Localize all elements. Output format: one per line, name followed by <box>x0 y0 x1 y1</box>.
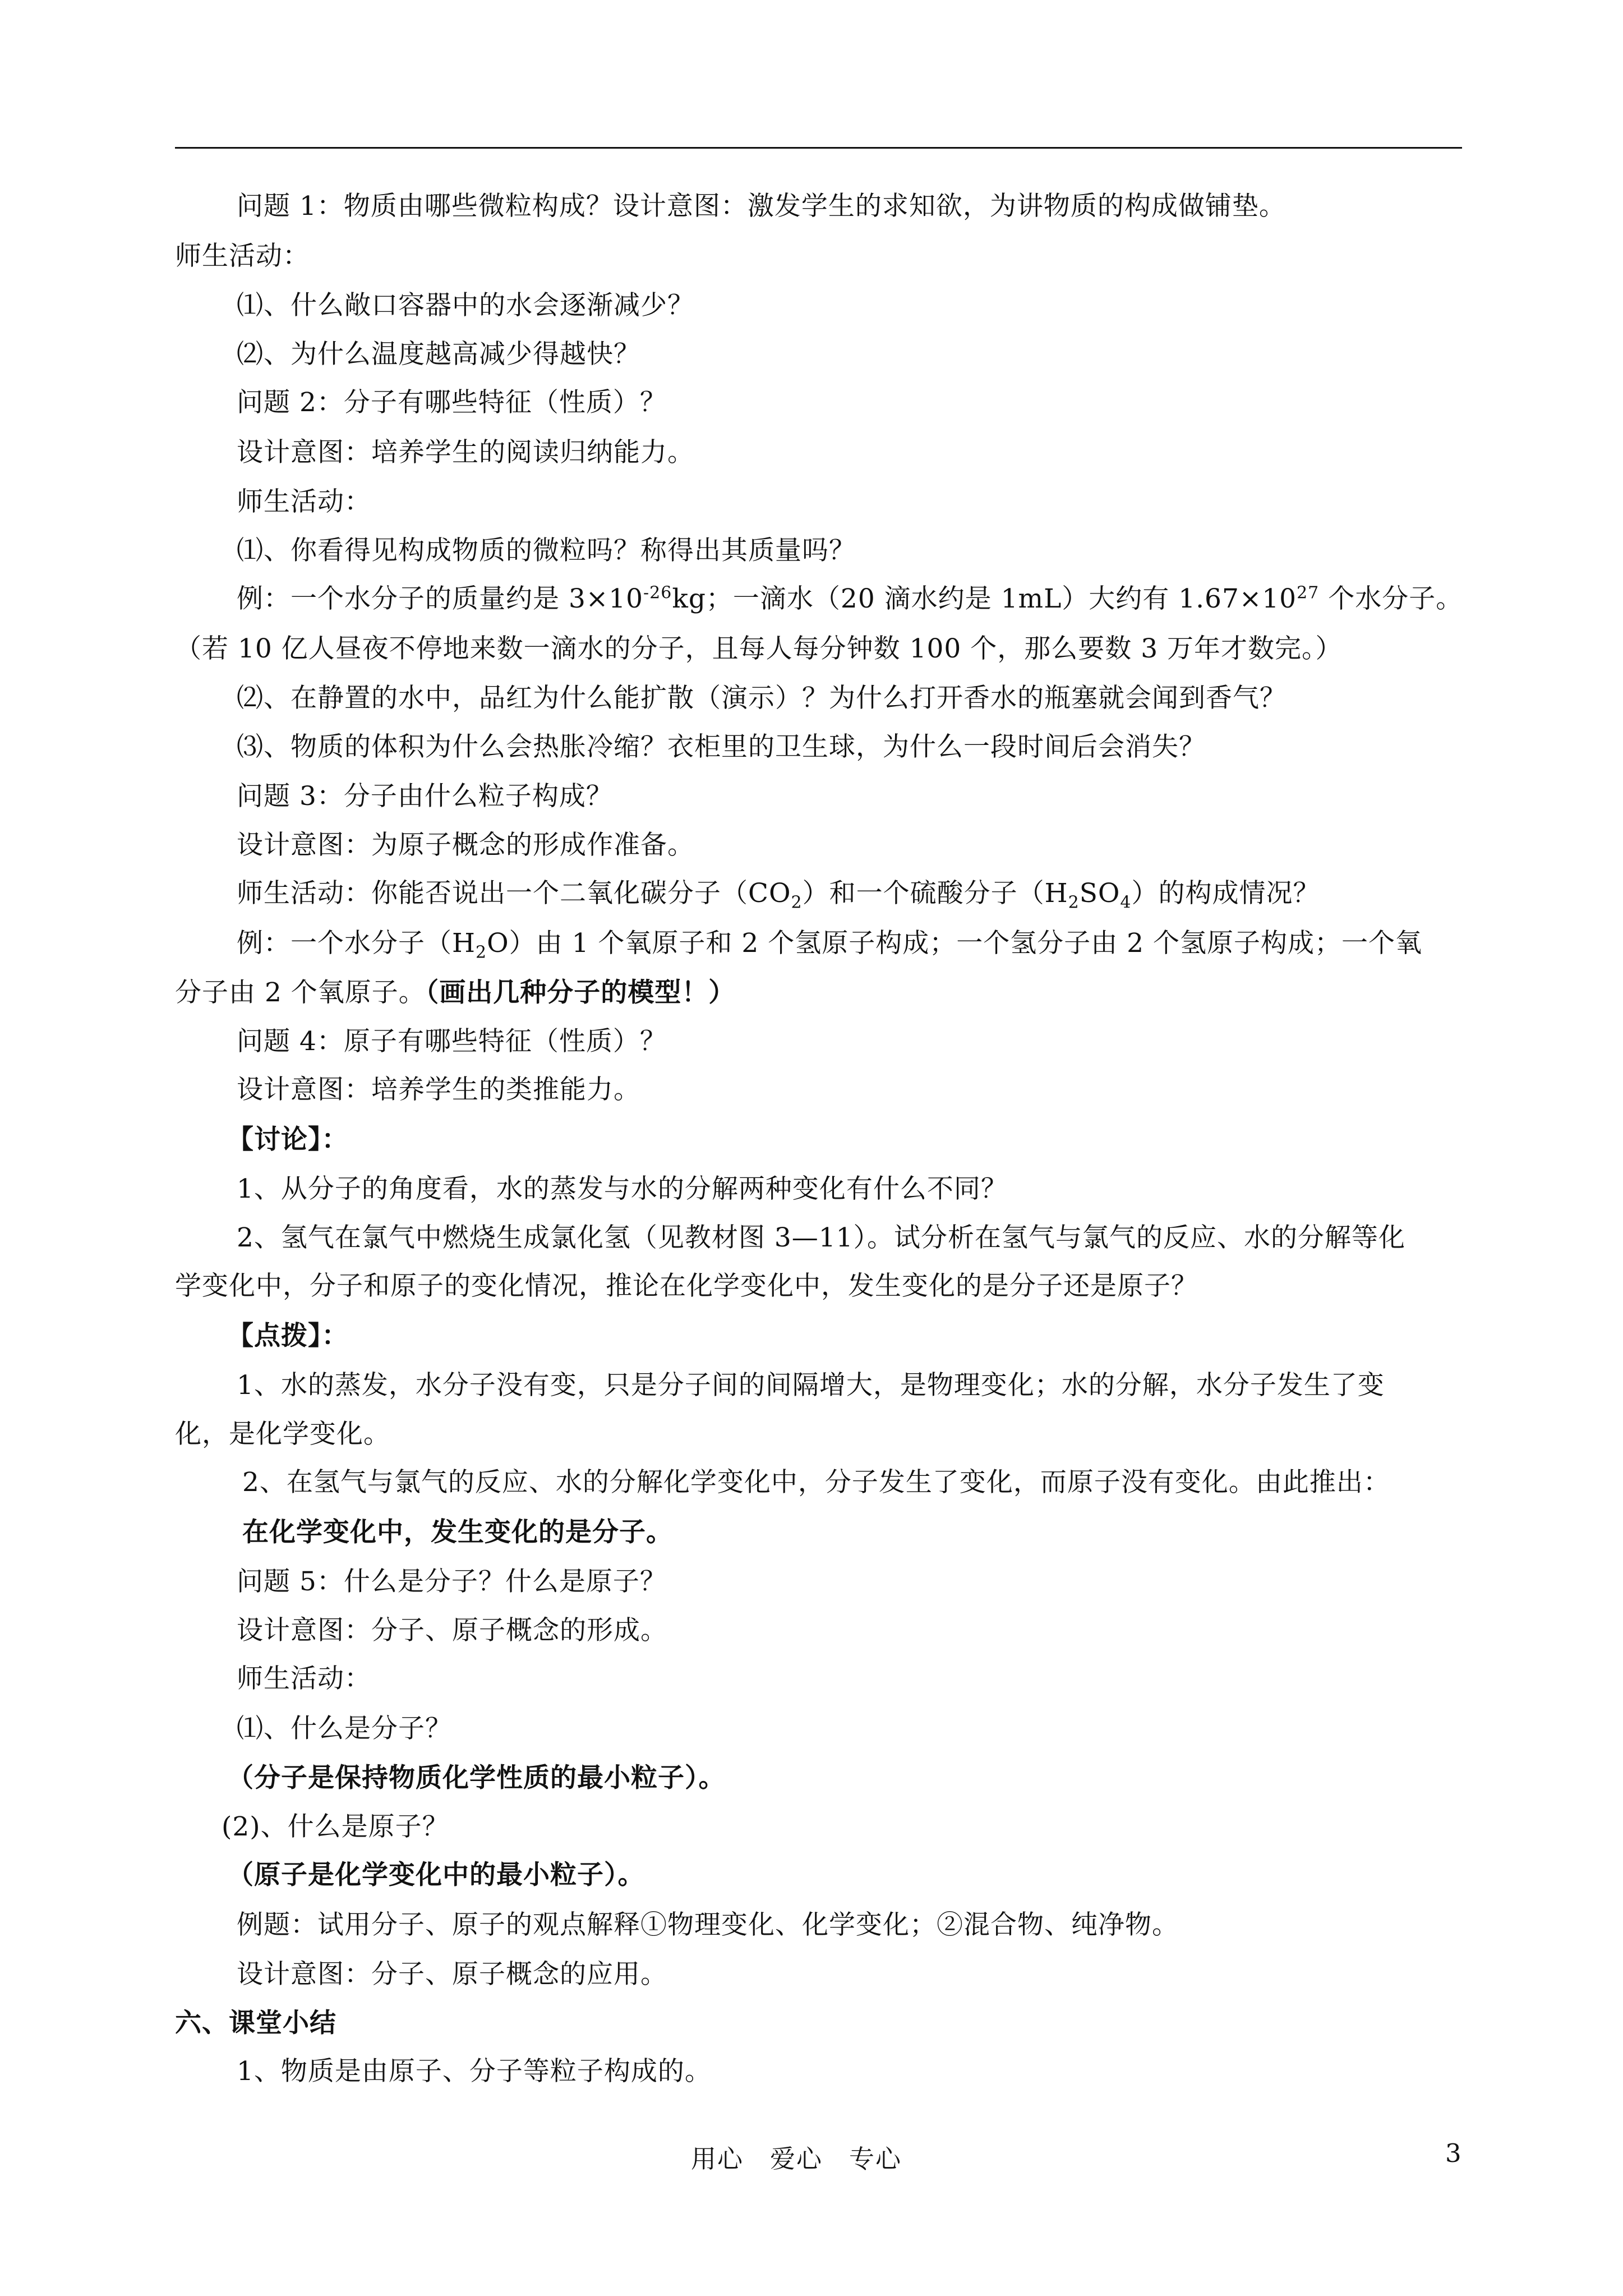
example-molecule-composition: 例：一个水分子$(H_2O)$由 1 个氧原子和 2 个氢原子构成；一个氢分子由 2 个氢原子构成；一个氧 <box>237 928 1422 963</box>
question-3: 问题 3：分子由什么粒子构成？ <box>237 781 613 812</box>
item-expansion: ⑶、物质的体积为什么会热胀冷缩？衣柜里的卫生球，为什么一段时间后会消失？ <box>237 731 1206 762</box>
question-4: 问题 4：原子有哪些特征（性质）？ <box>237 1026 667 1057</box>
page-number: 3 <box>1445 2138 1461 2168</box>
molecule-definition: （分子是保持物质化学性质的最小粒子）。 <box>227 1763 726 1793</box>
example-question: 例题：试用分子、原子的观点解释①物理变化、化学变化；②混合物、纯净物。 <box>237 1910 1179 1940</box>
item-diffusion: ⑵、在静置的水中，品红为什么能扩散（演示）？为什么打开香水的瓶塞就会闻到香气？ <box>237 683 1287 714</box>
activity-3: 师生活动：你能否说出一个二氧化碳分子$(CO_2)$和一个硫酸分子$(H_2SO_4)$的构成情况？ <box>237 878 1320 913</box>
design-intent-4: 设计意图：培养学生的类推能力。 <box>237 1074 640 1105</box>
atom-definition: （原子是化学变化中的最小粒子）。 <box>227 1860 645 1890</box>
hint-1-cont: 化，是化学变化。 <box>175 1419 390 1450</box>
item-2: ⑵、为什么温度越高减少得越快？ <box>237 339 640 370</box>
discussion-heading: 【讨论】： <box>227 1124 349 1155</box>
discussion-1: 1、从分子的角度看，水的蒸发与水的分解两种变化有什么不同？ <box>237 1174 1008 1204</box>
example-oxygen-molecule: 分子由 2 个氧原子。（画出几种分子的模型！） <box>175 977 736 1008</box>
discussion-2: 2、氢气在氯气中燃烧生成氯化氢（见教材图 3—11）。试分析在氢气与氯气的反应、水的分解等化 <box>237 1222 1406 1253</box>
summary-1: 1、物质是由原子、分子等粒子构成的。 <box>237 2056 712 2087</box>
hint-heading: 【点拨】： <box>227 1320 349 1351</box>
footer-motto: 用心 爱心 专心 <box>691 2144 902 2174</box>
design-intent-2: 设计意图：培养学生的阅读归纳能力。 <box>237 437 694 468</box>
design-intent-6: 设计意图：分子、原子概念的应用。 <box>237 1959 667 1990</box>
hint-2-conclusion: 在化学变化中，发生变化的是分子。 <box>242 1517 673 1548</box>
header-rule <box>175 147 1462 149</box>
activity-label: 师生活动： <box>175 241 310 272</box>
activity-label-2: 师生活动： <box>237 486 371 517</box>
hint-2: 2、在氢气与氯气的反应、水的分解化学变化中，分子发生了变化，而原子没有变化。由此推出： <box>242 1467 1390 1498</box>
section-summary-heading: 六、课堂小结 <box>175 2008 336 2039</box>
what-is-molecule: ⑴、什么是分子？ <box>237 1713 452 1744</box>
question-2: 问题 2：分子有哪些特征（性质）？ <box>237 387 667 418</box>
question-5: 问题 5：什么是分子？什么是原子？ <box>237 1566 667 1597</box>
item-see-particles: ⑴、你看得见构成物质的微粒吗？称得出其质量吗？ <box>237 535 856 566</box>
question-1: 问题 1：物质由哪些微粒构成？设计意图：激发学生的求知欲，为讲物质的构成做铺垫。 <box>237 191 1286 222</box>
activity-label-5: 师生活动： <box>237 1663 371 1694</box>
counting-note: （若 10 亿人昼夜不停地来数一滴水的分子，且每人每分钟数 100 个，那么要数 3 万年才数完。） <box>175 633 1343 664</box>
design-intent-5: 设计意图：分子、原子概念的形成。 <box>237 1615 667 1646</box>
what-is-atom: (2)、什么是原子？ <box>222 1811 449 1842</box>
example-water-molecule: 例：一个水分子的质量约是 $3\times 10^{-26}kg$；一滴水（20 滴水约是 1mL）大约有 $1.67\times 10^{27}$ 个水分子。 <box>237 583 1463 614</box>
design-intent-3: 设计意图：为原子概念的形成作准备。 <box>237 830 694 861</box>
discussion-2-cont: 学变化中，分子和原子的变化情况，推论在化学变化中，发生变化的是分子还是原子？ <box>175 1271 1198 1301</box>
hint-1: 1、水的蒸发，水分子没有变，只是分子间的间隔增大，是物理变化；水的分解，水分子发生了变 <box>237 1370 1385 1401</box>
item-1: ⑴、什么敞口容器中的水会逐渐减少？ <box>237 290 694 321</box>
